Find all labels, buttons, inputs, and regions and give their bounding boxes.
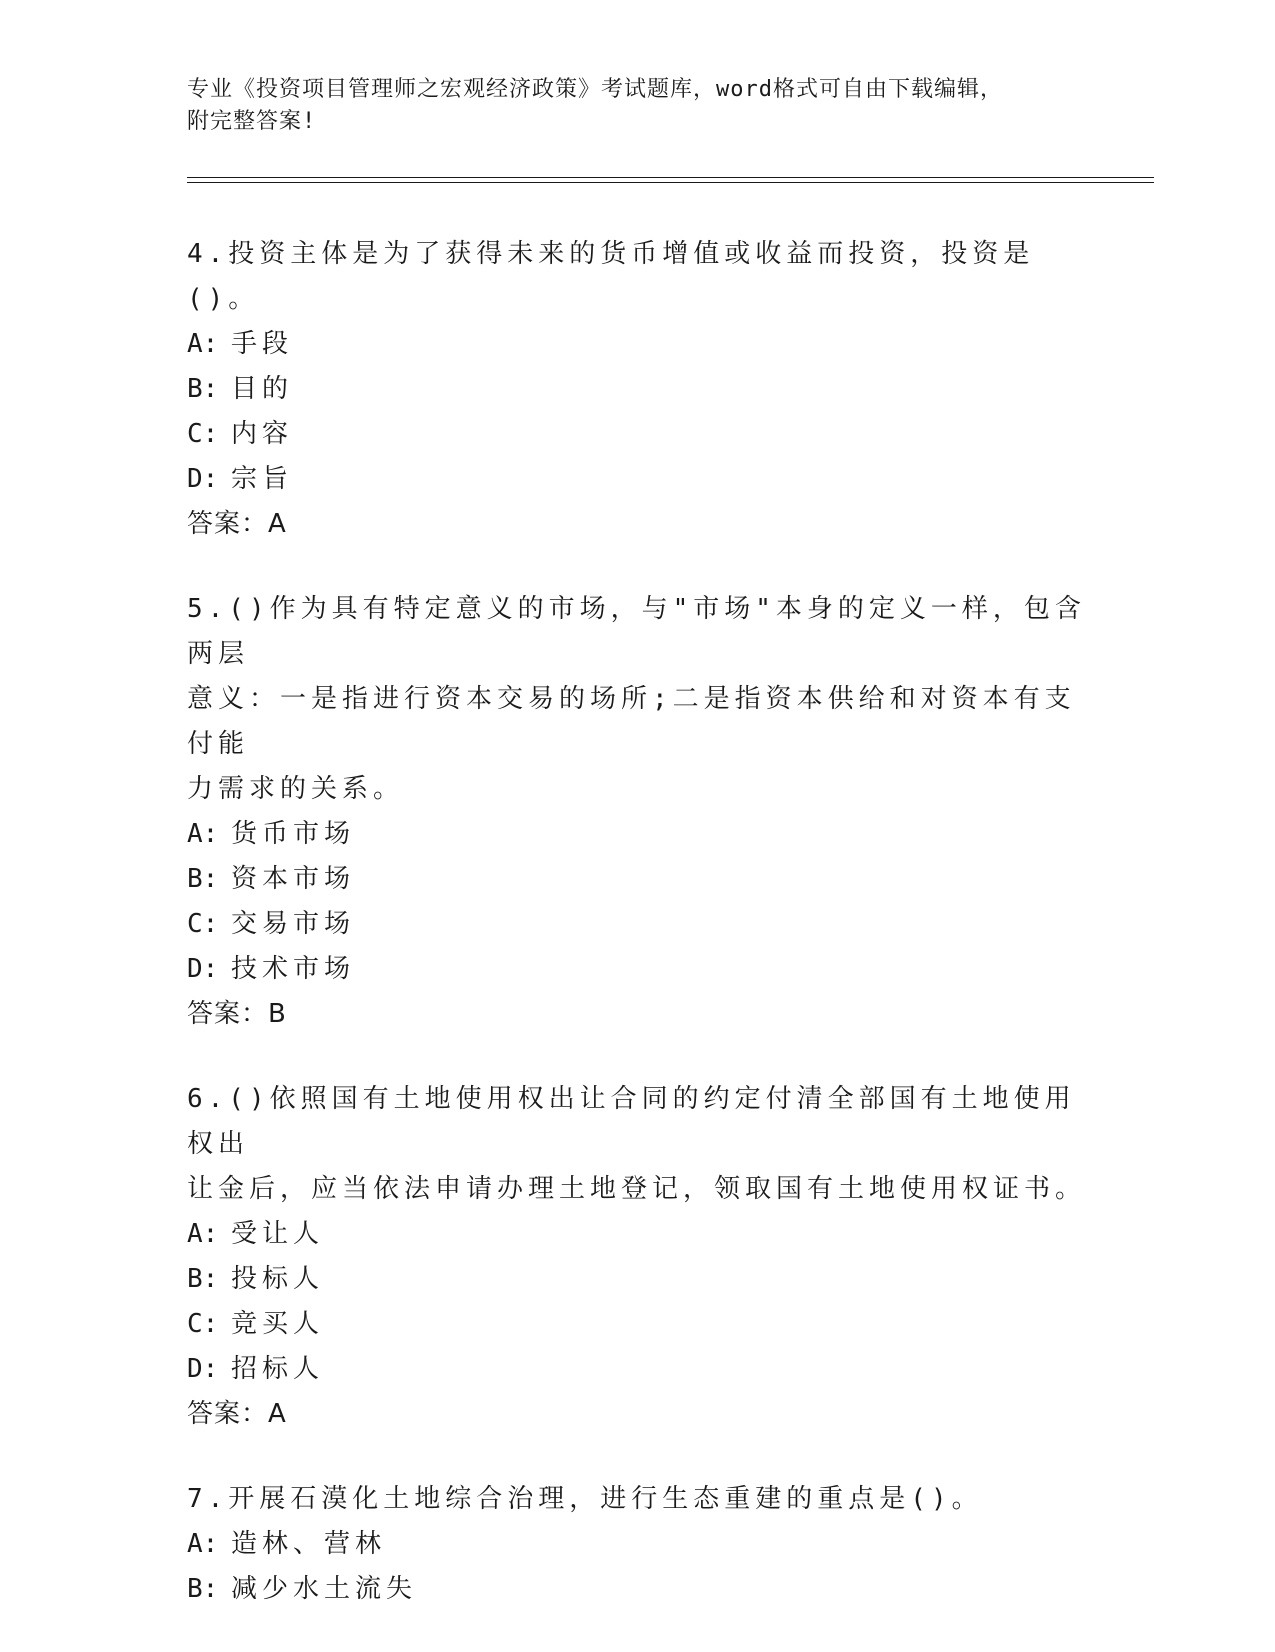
option-a — [187, 1212, 1087, 1257]
option-b — [187, 857, 1087, 902]
option-text: 货币市场 — [231, 819, 356, 849]
option-c — [187, 412, 1087, 457]
option-c — [187, 1302, 1087, 1347]
option-letter: D: — [187, 1354, 219, 1384]
option-text: 投标人 — [231, 1264, 325, 1294]
option-text: 目的 — [231, 374, 294, 404]
option-c — [187, 902, 1087, 947]
option-text: 技术市场 — [231, 954, 356, 984]
answer-line: 答案：A — [187, 1399, 287, 1429]
question-text: 4.投资主体是为了获得未来的货币增值或收益而投资，投资是()。 — [187, 239, 1035, 314]
question-7 — [187, 1477, 1087, 1612]
option-a — [187, 322, 1087, 367]
option-a — [187, 1522, 1087, 1567]
question-text-line-2: 意义：一是指进行资本交易的场所;二是指资本供给和对资本有支付能 — [187, 684, 1076, 759]
answer-line: 答案：B — [187, 999, 287, 1029]
option-text: 交易市场 — [231, 909, 356, 939]
option-text: 内容 — [231, 419, 294, 449]
option-letter: D: — [187, 954, 219, 984]
option-letter: A: — [187, 1219, 219, 1249]
question-text-line-3: 力需求的关系。 — [187, 774, 405, 804]
option-b — [187, 1567, 1087, 1612]
option-letter: B: — [187, 864, 219, 894]
question-text-line-2: 让金后，应当依法申请办理土地登记，领取国有土地使用权证书。 — [187, 1174, 1087, 1204]
option-letter: D: — [187, 464, 219, 494]
header-line-1: 专业《投资项目管理师之宏观经济政策》考试题库，word格式可自由下载编辑， — [187, 77, 1003, 102]
question-6 — [187, 1077, 1087, 1437]
option-letter: A: — [187, 1529, 219, 1559]
header-divider-top — [187, 177, 1154, 178]
question-text: 7.开展石漠化土地综合治理，进行生态重建的重点是()。 — [187, 1484, 983, 1514]
question-text-line-1: 5.()作为具有特定意义的市场，与"市场"本身的定义一样，包含两层 — [187, 594, 1086, 669]
header-divider-bottom — [187, 182, 1154, 183]
option-letter: C: — [187, 1309, 219, 1339]
option-letter: C: — [187, 909, 219, 939]
answer-line: 答案：A — [187, 509, 287, 539]
option-letter: C: — [187, 419, 219, 449]
question-5 — [187, 587, 1087, 1037]
option-text: 资本市场 — [231, 864, 356, 894]
option-d — [187, 947, 1087, 992]
option-text: 减少水土流失 — [231, 1574, 418, 1604]
option-b — [187, 367, 1087, 412]
option-d — [187, 1347, 1087, 1392]
option-d — [187, 457, 1087, 502]
option-letter: B: — [187, 1264, 219, 1294]
option-letter: A: — [187, 819, 219, 849]
option-letter: B: — [187, 1574, 219, 1604]
question-list — [187, 232, 1087, 1652]
option-text: 招标人 — [231, 1354, 325, 1384]
option-letter: B: — [187, 374, 219, 404]
header-line-2: 附完整答案! — [187, 109, 317, 134]
question-text-line-1: 6.()依照国有土地使用权出让合同的约定付清全部国有土地使用权出 — [187, 1084, 1076, 1159]
question-4 — [187, 232, 1087, 547]
option-a — [187, 812, 1087, 857]
option-text: 竞买人 — [231, 1309, 325, 1339]
option-b — [187, 1257, 1087, 1302]
option-text: 受让人 — [231, 1219, 325, 1249]
option-letter: A: — [187, 329, 219, 359]
option-text: 宗旨 — [231, 464, 294, 494]
document-header — [187, 74, 1067, 138]
option-text: 造林、营林 — [231, 1529, 387, 1559]
option-text: 手段 — [231, 329, 294, 359]
